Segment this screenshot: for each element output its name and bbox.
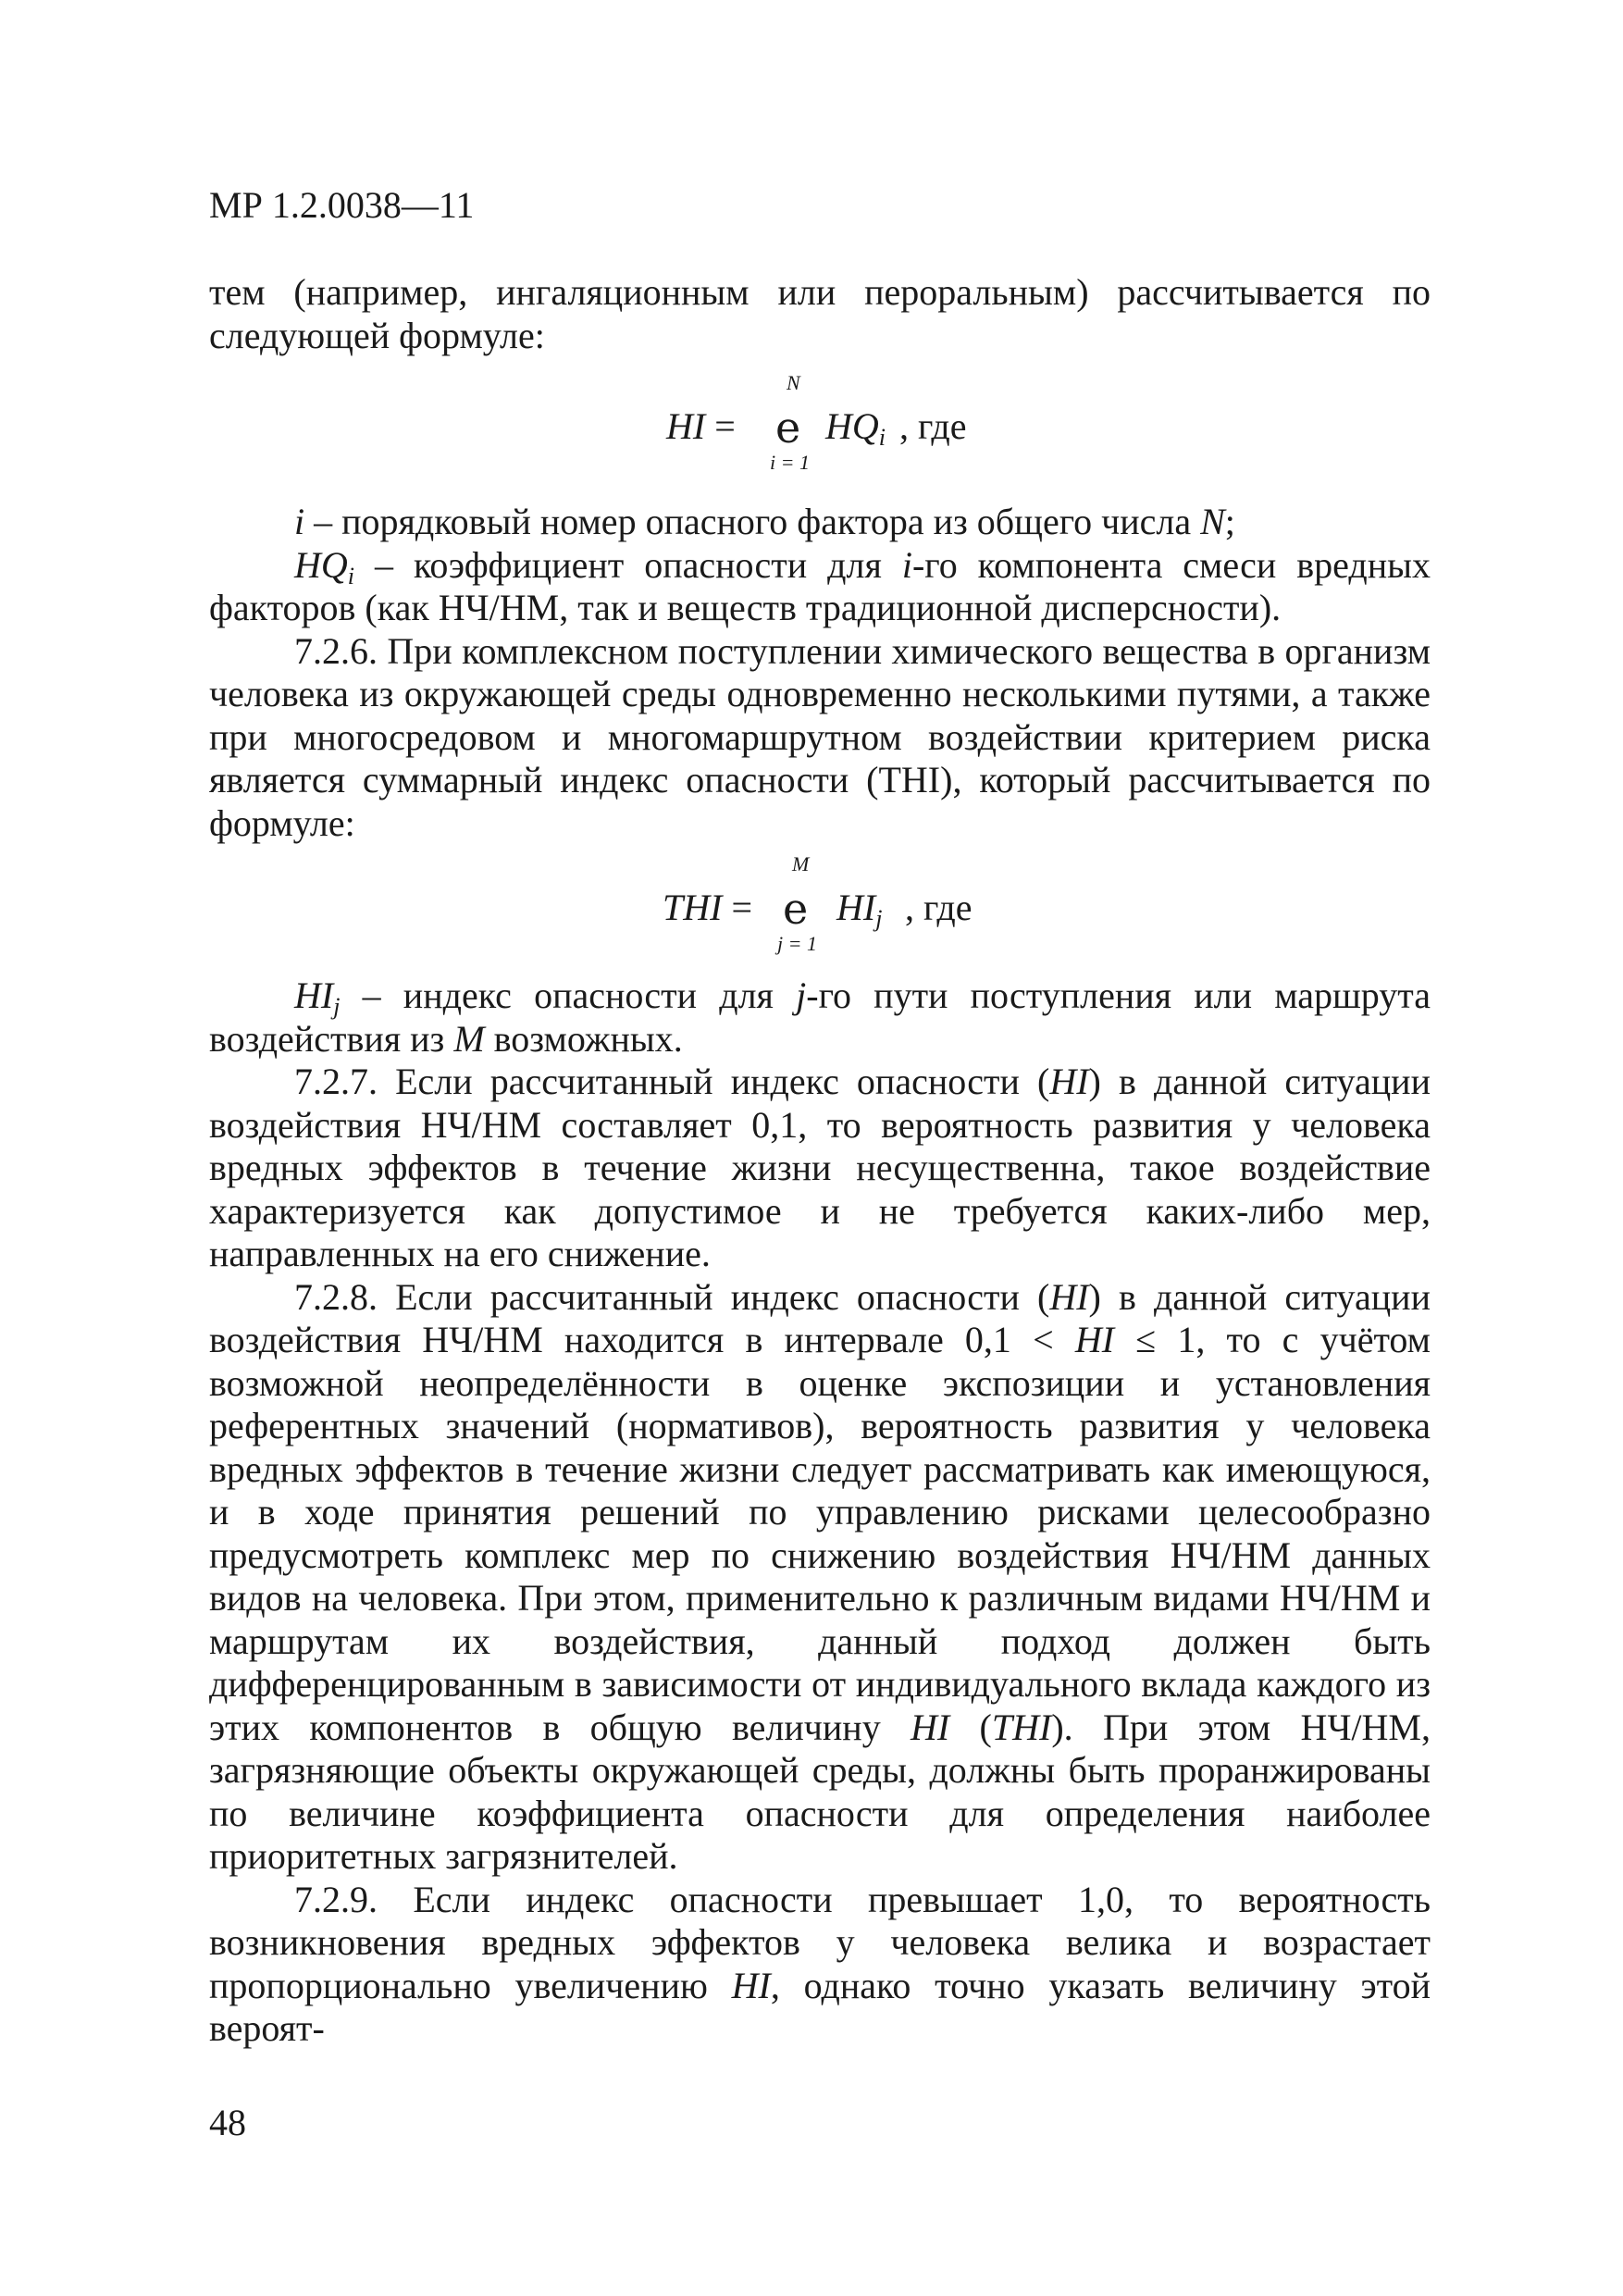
p727-text-2: ) в данной ситуации воздействия НЧ/НМ составляет 0,1, то вероятность развития у человека вредных эффектов в течение жизни несущественна, такое воздействие характеризуется как допустимое и не требуется каких-либо мер, направленных на его снижение. [209, 1061, 1431, 1274]
intro-line-1: тем (например, ингаляционным или пероральным) рассчитывается по [209, 271, 1431, 313]
intro-line-2: следующей формуле: [209, 314, 545, 356]
formula-total-hazard-index [663, 852, 1070, 967]
formula-term-subscript: j [875, 905, 883, 932]
symbol-HI: HI [294, 974, 334, 1016]
document-code-header: МР 1.2.0038—11 [209, 184, 475, 226]
paragraph-7-2-7 [209, 1061, 1431, 1276]
symbol-i: i [294, 501, 305, 542]
symbol-HI: HI [731, 1964, 771, 2006]
formula-tail: , где [899, 405, 967, 447]
p728-text-2: ) в данной ситуации воздействия НЧ/НМ находится в интервале 0,1 < [209, 1275, 1431, 1360]
formula-equals: = [731, 887, 753, 928]
symbol-HI: HI [1049, 1061, 1089, 1102]
formula-lhs [663, 886, 752, 929]
formula-term [836, 886, 883, 932]
symbol-HQ: HQ [294, 543, 348, 586]
p728-text-3: ≤ 1, то с учётом возможной неопределённости в оценке экспозиции и установления референтных значений (нормативов), вероятность развития у человека вредных эффектов в течение жизни следует рассматривать как имеющуюся, и в ходе принятия решений по управлению рисками целесообразно предусмотреть комплекс мер по снижению воздействия НЧ/НМ данных видов на человека. При этом, применительно к различным видами НЧ/НМ и маршрутам их воздействия, данный подход должен быть дифференцированным в зависимости от индивидуального вклада каждого из этих компонентов в общую величину [209, 1319, 1431, 1748]
intro-text [209, 271, 1431, 357]
definition-i-end: ; [1224, 501, 1235, 542]
page-number: 48 [209, 2102, 246, 2143]
p728-text-1: 7.2.8. Если рассчитанный индекс опасности ( [294, 1275, 1050, 1318]
formula-lhs-symbol: HI [666, 405, 706, 447]
p729-text-1: 7.2.9. Если индекс опасности превышает 1,0, то вероятность возникновения вредных эффектов у человека велика и возрастает пропорционально увеличению [209, 1878, 1431, 2006]
symbol-HI: HI [1074, 1319, 1115, 1360]
definition-hi-text-3: возможных. [484, 1017, 683, 1060]
definition-hi-text-1: – индекс опасности для [340, 974, 797, 1016]
intro-line [209, 315, 1431, 358]
formula-lhs-symbol: THI [663, 887, 723, 928]
sum-lower-limit: i = 1 [770, 451, 810, 474]
paragraph-7-2-6 [209, 630, 1431, 846]
formula-term [825, 404, 886, 451]
sum-upper-limit: N [787, 371, 800, 394]
body-text [209, 974, 1431, 2051]
definition-i-text: – порядковый номер опасного фактора из общего числа [304, 501, 1201, 542]
symbol-N: N [1200, 501, 1225, 542]
definition-hq [209, 544, 1431, 630]
symbol-HI-subscript: j [333, 993, 341, 1020]
intro-line [209, 271, 1431, 315]
paragraph-7-2-6-text: 7.2.6. При комплексном поступлении химического вещества в организм человека из окружающей среды одновременно несколькими путями, а также при многосредовом и многомаршрутном воздействии критерием риска является суммарный индекс опасности (THI), который рассчитывается по формуле: [209, 629, 1431, 844]
formula-term-subscript: i [878, 424, 886, 451]
formula-tail: , где [905, 887, 973, 928]
symbol-THI: THI [991, 1706, 1052, 1748]
symbol-HI: HI [1049, 1275, 1089, 1318]
summation-symbol: e [783, 884, 809, 934]
symbol-M: M [453, 1017, 485, 1060]
symbol-i-inline: i [901, 543, 912, 586]
definition-hq-text-1: – коэффициент опасности для [354, 543, 902, 586]
symbol-HI: HI [911, 1706, 950, 1748]
formula-hazard-index [666, 371, 1055, 486]
definition-hi-text-2: -го пути поступления или маршрута воздействия из [209, 974, 1431, 1060]
paragraph-7-2-9 [209, 1879, 1431, 2051]
sum-lower-limit: j = 1 [777, 932, 817, 955]
symbol-HQ-subscript: i [347, 562, 355, 590]
definition-i [209, 501, 1431, 544]
p728-text-4: ( [949, 1706, 992, 1748]
formula-term-symbol: HI [836, 887, 876, 928]
p729-text-2: , однако точно указать величину этой вероят- [209, 1964, 1431, 2049]
p727-text-1: 7.2.7. Если рассчитанный индекс опасности ( [294, 1061, 1050, 1102]
formula-equals: = [714, 405, 736, 447]
formula-term-symbol: HQ [825, 405, 879, 447]
summation-symbol: e [775, 403, 801, 453]
formula-lhs [666, 404, 736, 448]
definition-hq-text-2: -го компонента смеси вредных факторов (как НЧ/НМ, так и веществ традиционной дисперсности). [209, 543, 1431, 628]
definitions-and-7-2-6 [209, 501, 1431, 845]
symbol-j-inline: j [796, 974, 807, 1016]
sum-upper-limit: M [792, 852, 810, 875]
paragraph-7-2-8 [209, 1276, 1431, 1879]
p728-text-5: ). При этом НЧ/НМ, загрязняющие объекты окружающей среды, должны быть проранжированы по величине коэффициента опасности для определения наиболее приоритетных загрязнителей. [209, 1706, 1431, 1877]
definition-hi [209, 974, 1431, 1061]
